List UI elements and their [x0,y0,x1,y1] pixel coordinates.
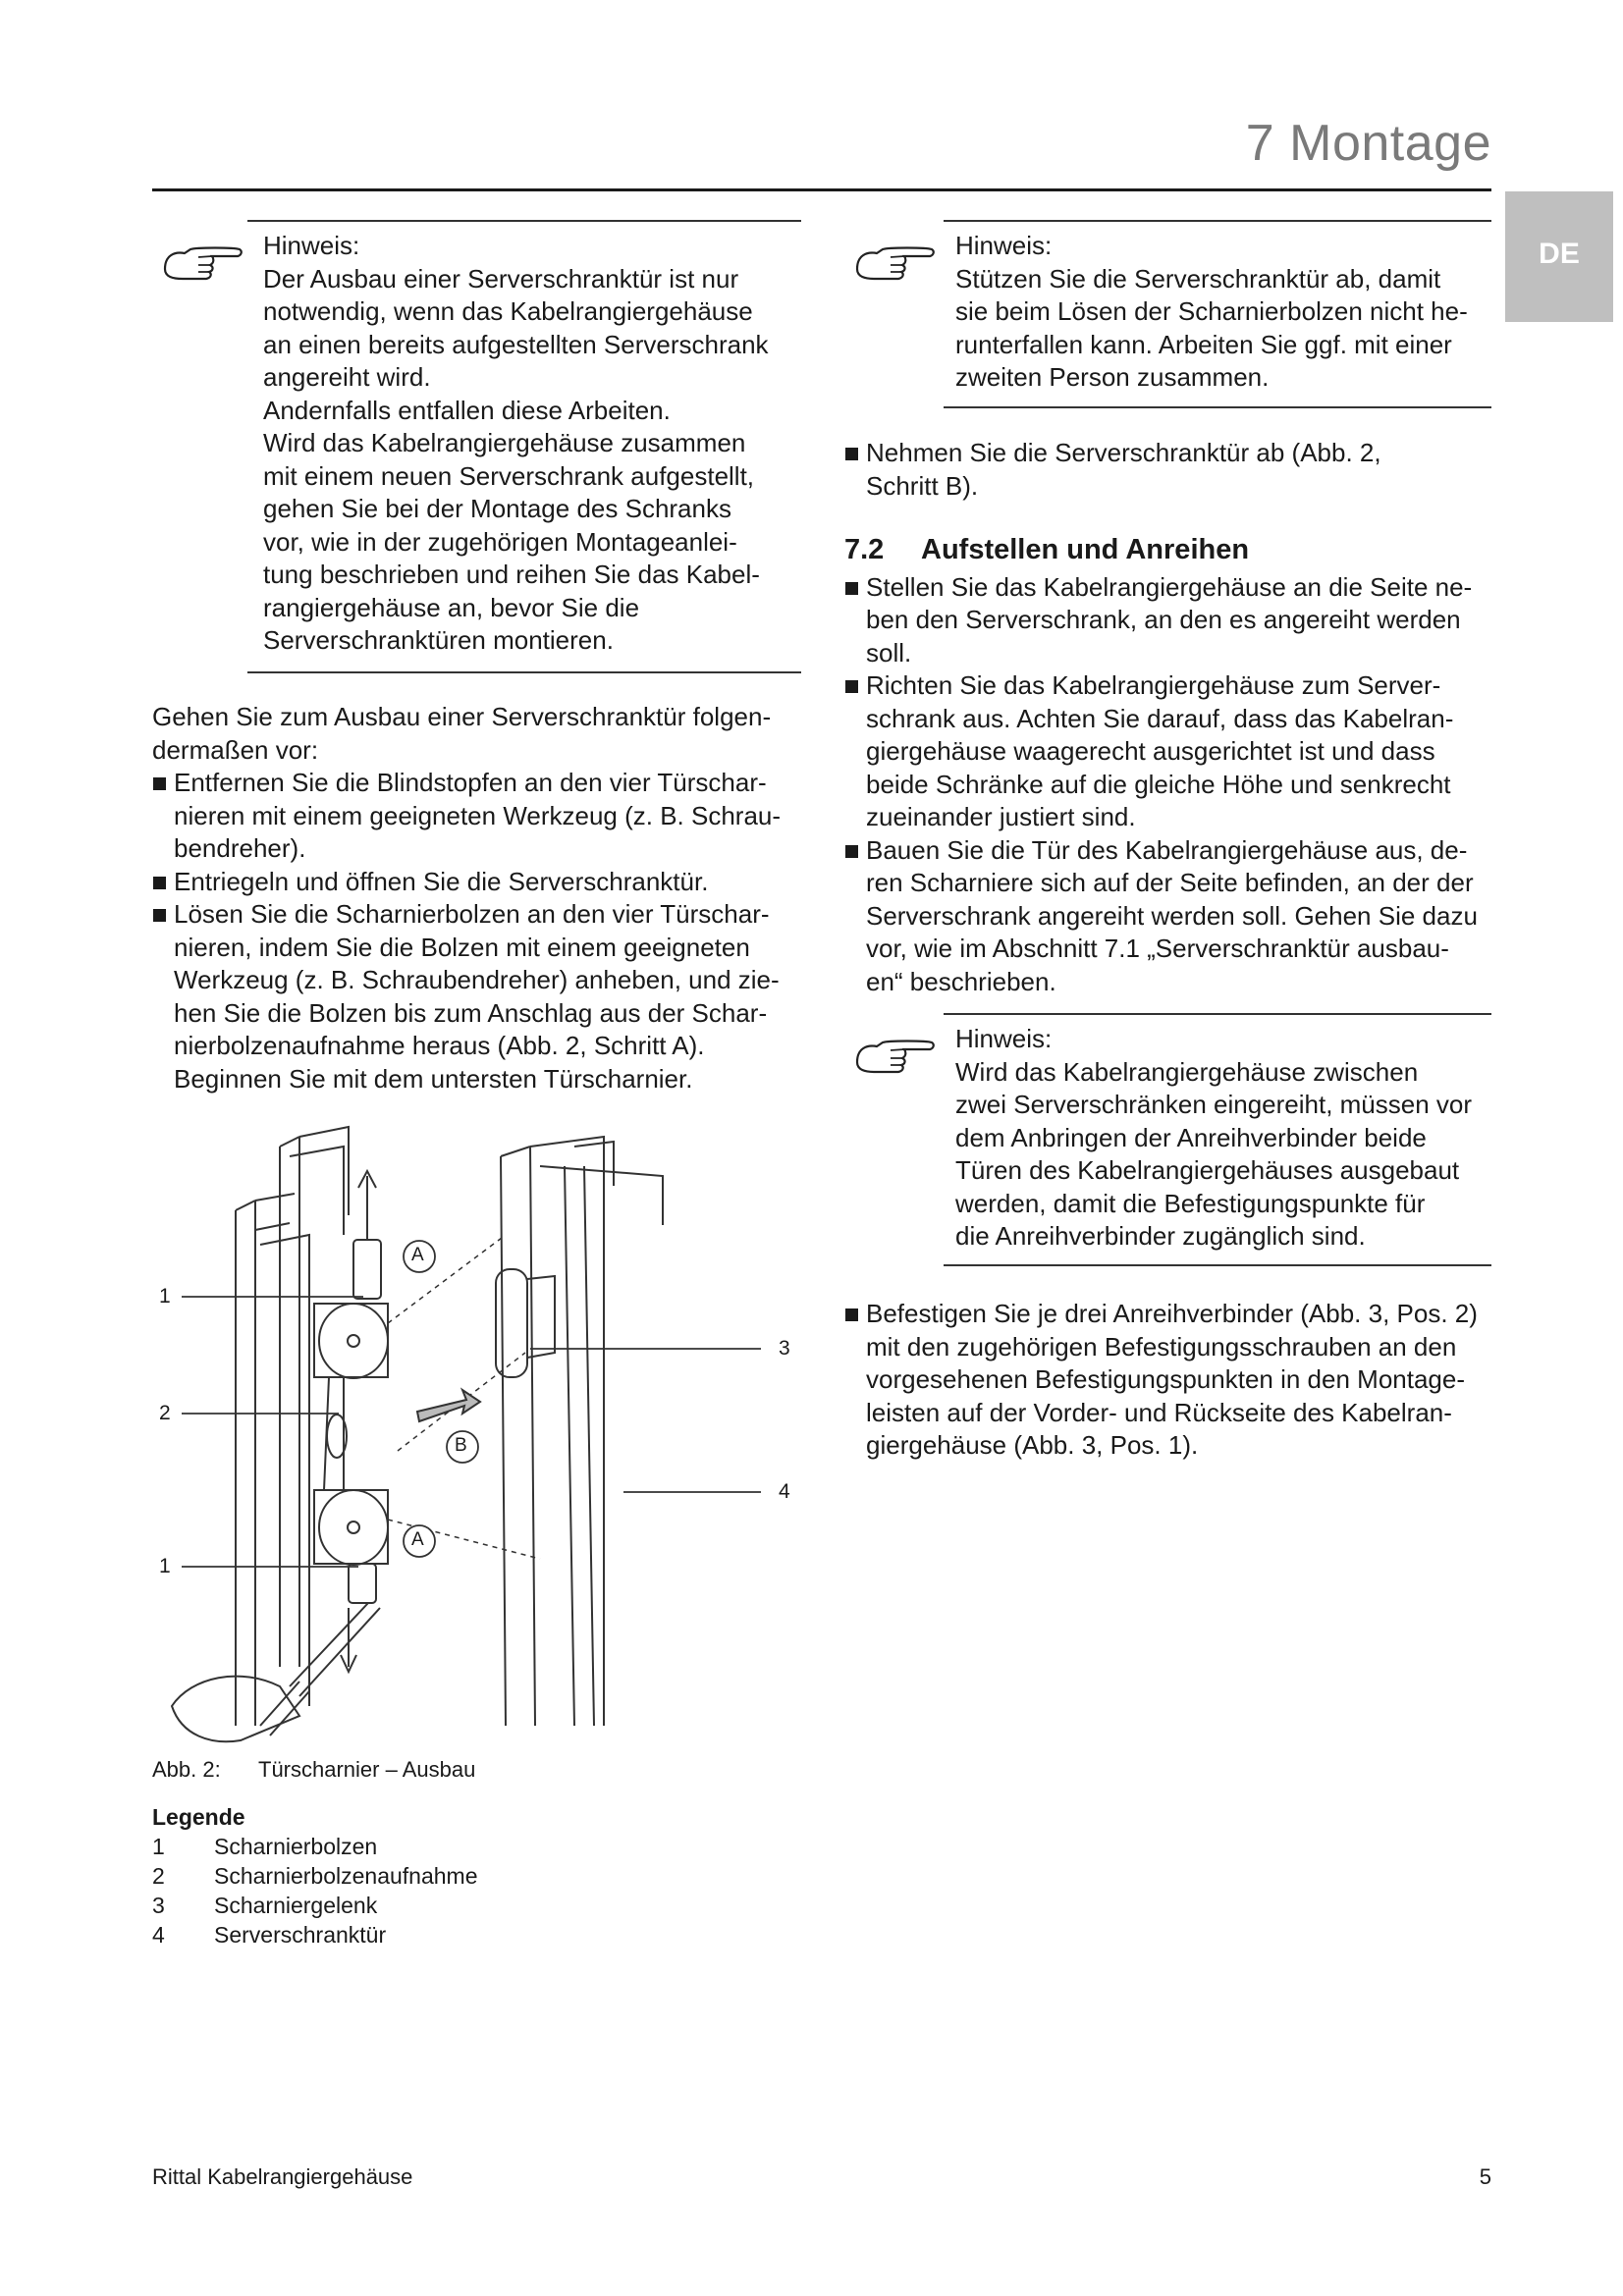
note-text: Der Ausbau einer Serverschranktür ist nur notwendig, wenn das Kabelrangiergehäuse an einen bereits aufgestellten Serverschrank angereiht wird. [263,263,769,392]
pointing-hand-icon [853,241,936,285]
left-body [152,701,800,1095]
legend [152,1802,478,1949]
legend-text: Scharnierbolzen [214,1834,378,1859]
legend-item [152,1832,478,1861]
note-top-rule [944,1013,1491,1015]
note-text: Wird das Kabelrangiergehäuse zwischen zwei Serverschränken eingereiht, müssen vor dem Anbringen der Anreihverbinder beide Türen des Kabelrangiergehäuses ausgebaut werden, damit die Befestigungspunkte für die Anreihverbinder zugänglich sind. [955,1056,1473,1251]
caption-text: Türscharnier – Ausbau [258,1757,476,1782]
legend-item [152,1861,478,1891]
page-section-title: 7 Montage [1245,115,1491,172]
section-title: Aufstellen und Anreihen [921,534,1250,565]
note-text-2: Andernfalls entfallen diese Arbeiten. [263,395,671,425]
hinge-illustration [152,1117,800,1745]
legend-number: 2 [152,1863,165,1889]
note-bottom-rule [247,671,801,673]
figure-callout-a: A [411,1245,424,1265]
legend-title: Legende [152,1804,245,1830]
legend-item [152,1920,478,1949]
pointing-hand-icon [853,1035,936,1078]
note-bottom-rule [944,406,1491,408]
figure-label: 2 [159,1402,171,1424]
note-title: Hinweis: [263,231,360,260]
right-note-2 [955,1013,1491,1254]
figure-callout-a: A [411,1529,424,1550]
list-item: Nehmen Sie die Serverschranktür ab (Abb. 2, Schritt B). [844,437,1492,503]
note-text: Stützen Sie die Serverschranktür ab, damit sie beim Lösen der Scharnierbolzen nicht he- runterfallen kann. Arbeiten Sie ggf. mit einer zweiten Person zusammen. [955,263,1468,392]
list-item: Entfernen Sie die Blindstopfen an den vier Türschar- nieren mit einem geeigneten Werkzeug (z. B. Schrau- bendreher). [152,767,800,866]
legend-item [152,1891,478,1920]
header-rule [152,188,1491,191]
pointing-hand-icon [161,241,243,285]
note-title: Hinweis: [955,231,1053,260]
page-number: 5 [1479,2164,1491,2189]
legend-text: Serverschranktür [214,1922,387,1948]
right-body [844,437,1492,998]
footer-product-name: Rittal Kabelrangiergehäuse [152,2164,413,2189]
figure-callout-b: B [455,1435,467,1456]
note-top-rule [247,220,801,222]
figure-caption [152,1757,475,1783]
intro-paragraph: Gehen Sie zum Ausbau einer Serverschranktür folgen- dermaßen vor: [152,702,772,765]
list-item: Bauen Sie die Tür des Kabelrangiergehäuse aus, de- ren Scharniere sich auf der Seite befinden, an der der Serverschrank angereiht werden soll. Gehen Sie dazu vor, wie im Abschnitt 7.1 „Serverschranktür ausbau- en“ beschrieben. [844,834,1492,999]
section-number: 7.2 [844,534,885,565]
right-body-2 [844,1298,1492,1463]
figure-label: 4 [779,1480,790,1503]
legend-number: 3 [152,1893,165,1918]
legend-text: Scharniergelenk [214,1893,378,1918]
section-heading [844,534,1492,567]
list-item: Befestigen Sie je drei Anreihverbinder (Abb. 3, Pos. 2) mit den zugehörigen Befestigungsschrauben an den vorgesehenen Befestigungspunkten in den Montage- leisten auf der Vorder- und Rückseite des Kabelran- giergehäuse (Abb. 3, Pos. 1). [844,1298,1492,1463]
note-text-3: Wird das Kabelrangiergehäuse zusammen mit einem neuen Serverschrank aufgestellt, gehen Sie bei der Montage des Schranks vor, wie in der zugehörigen Montageanlei- tung beschrieben und reihen Sie das Kabel- rangiergehäuse an, bevor Sie die Serverschranktüren montieren. [263,428,760,655]
right-note-1 [955,220,1491,395]
list-item: Lösen Sie die Scharnierbolzen an den vier Türschar- nieren, indem Sie die Bolzen mit einem geeigneten Werkzeug (z. B. Schraubendreher) anheben, und zie- hen Sie die Bolzen bis zum Anschlag aus der Schar- nierbolzenaufnahme heraus (Abb. 2, Schritt A). Beginnen Sie mit dem untersten Türscharnier. [152,898,800,1095]
figure-label: 1 [159,1555,171,1577]
note-top-rule [944,220,1491,222]
list-item: Stellen Sie das Kabelrangiergehäuse an die Seite ne- ben den Serverschrank, an den es angereiht werden soll. [844,571,1492,670]
note-bottom-rule [944,1264,1491,1266]
list-item: Richten Sie das Kabelrangiergehäuse zum Server- schrank aus. Achten Sie darauf, dass das Kabelran- giergehäuse waagerecht ausgerichtet ist und dass beide Schränke auf die gleiche Höhe und senkrecht zueinander justiert sind. [844,669,1492,834]
figure-label: 1 [159,1285,171,1308]
language-tab[interactable]: DE [1505,191,1613,322]
left-note [263,220,801,658]
caption-label: Abb. 2: [152,1757,221,1782]
legend-number: 4 [152,1922,165,1948]
figure-label: 3 [779,1337,790,1360]
legend-number: 1 [152,1834,165,1859]
list-item: Entriegeln und öffnen Sie die Serverschranktür. [152,866,800,899]
note-title: Hinweis: [955,1024,1053,1053]
hinge-drawing [152,1117,800,1745]
legend-text: Scharnierbolzenaufnahme [214,1863,478,1889]
